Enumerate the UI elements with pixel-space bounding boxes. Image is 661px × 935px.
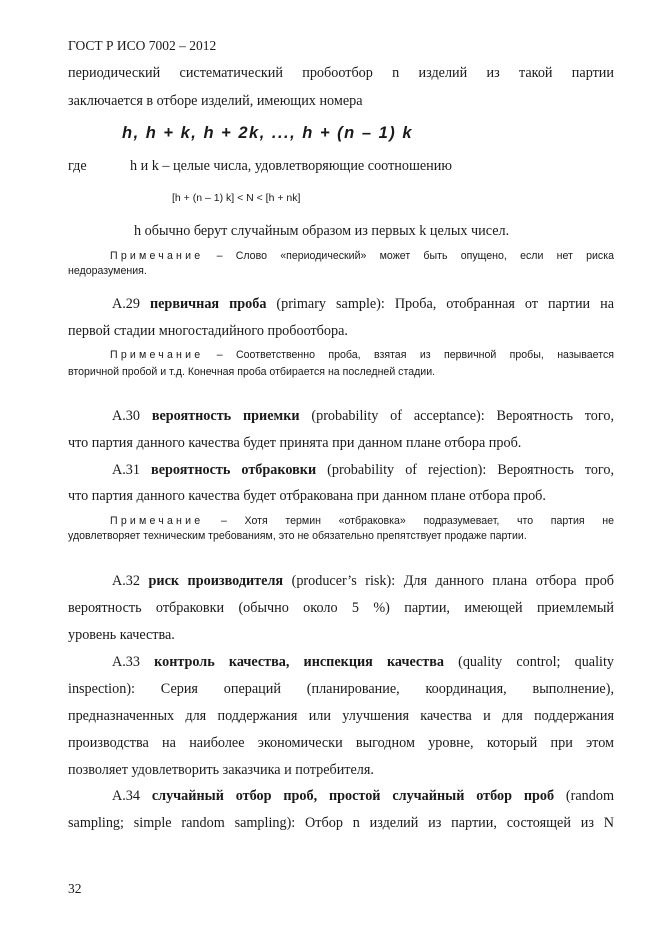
where-clause — [68, 158, 452, 175]
entry-a33-line-3: предназначенных для поддержания или улучшения качества и для поддержания — [68, 708, 614, 724]
page-header: ГОСТ Р ИСО 7002 – 2012 — [68, 38, 217, 53]
after-formula-text: h обычно берут случайным образом из первых k целых чисел. — [134, 223, 510, 239]
term-producers-risk: риск производителя — [148, 573, 284, 589]
entry-a34-line-1: А.34 случайный отбор проб, простой случайный отбор проб (random — [112, 788, 614, 804]
entry-a34-line-2: sampling; simple random sampling): Отбор n изделий из партии, состоящей из N — [68, 815, 614, 831]
term-random-sampling: случайный отбор проб, простой случайный отбор проб — [151, 788, 555, 804]
formula-sequence: h, h + k, h + 2k, ..., h + (n – 1) k — [122, 124, 414, 142]
intro-line-2: заключается в отборе изделий, имеющих номера — [68, 93, 363, 109]
term-quality-control: контроль качества, инспекция качества — [154, 654, 444, 670]
note-label: Примечание — [110, 250, 204, 262]
entry-a29-line-2: первой стадии многостадийного пробоотбора. — [68, 323, 348, 339]
note-2-line-2: вторичной пробой и т.д. Конечная проба отбирается на последней стадии. — [68, 366, 436, 378]
note-1-line-2: недоразумения. — [68, 265, 147, 277]
term-probability-rejection: вероятность отбраковки — [151, 462, 317, 478]
entry-a29-line-1: А.29 первичная проба (primary sample): Проба, отобранная от партии на — [112, 296, 614, 312]
entry-a33-line-4: производства на наиболее экономически выгодном уровне, который при этом — [68, 735, 614, 751]
term-probability-acceptance: вероятность приемки — [151, 408, 300, 424]
entry-a33-line-2: inspection): Серия операций (планирование, координация, выполнение), — [68, 681, 614, 697]
entry-a32-line-3: уровень качества. — [68, 627, 175, 643]
entry-a31-line-1: А.31 вероятность отбраковки (probability of rejection): Вероятность того, — [112, 462, 615, 478]
entry-a32-line-1: А.32 риск производителя (producer’s risk): Для данного плана отбора проб — [112, 573, 615, 589]
note-3-line-2: удовлетворяет техническим требованиям, это не обязательно препятствует продаже партии. — [68, 530, 527, 542]
note-3-line-1: Примечание – Хотя термин «отбраковка» подразумевает, что партия не — [110, 515, 614, 527]
page-number: 32 — [68, 881, 82, 896]
entry-a30-line-2: что партия данного качества будет принята при данном плане отбора проб. — [68, 435, 522, 451]
entry-a31-line-2: что партия данного качества будет отбракована при данном плане отбора проб. — [68, 488, 546, 504]
formula-inequality: [h + (n – 1) k] < N < [h + nk] — [172, 192, 301, 204]
term-primary-sample: первичная проба — [149, 296, 267, 312]
where-word: где — [68, 158, 87, 174]
entry-a32-line-2: вероятность отбраковки (обычно около 5 %) партии, имеющей приемлемый — [68, 600, 614, 616]
entry-a33-line-5: позволяет удовлетворить заказчика и потребителя. — [68, 762, 374, 778]
where-condition: h и k – целые числа, удовлетворяющие соотношению — [130, 158, 452, 174]
note-2-line-1: Примечание – Соответственно проба, взятая из первичной пробы, называется — [110, 349, 614, 361]
entry-a30-line-1: А.30 вероятность приемки (probability of acceptance): Вероятность того, — [112, 408, 614, 424]
note-1-line-1: Примечание – Слово «периодический» может быть опущено, если нет риска — [110, 250, 614, 262]
intro-line-1: периодический систематический пробоотбор n изделий из такой партии — [68, 65, 614, 81]
entry-a33-line-1: А.33 контроль качества, инспекция качества (quality control; quality — [112, 654, 614, 670]
